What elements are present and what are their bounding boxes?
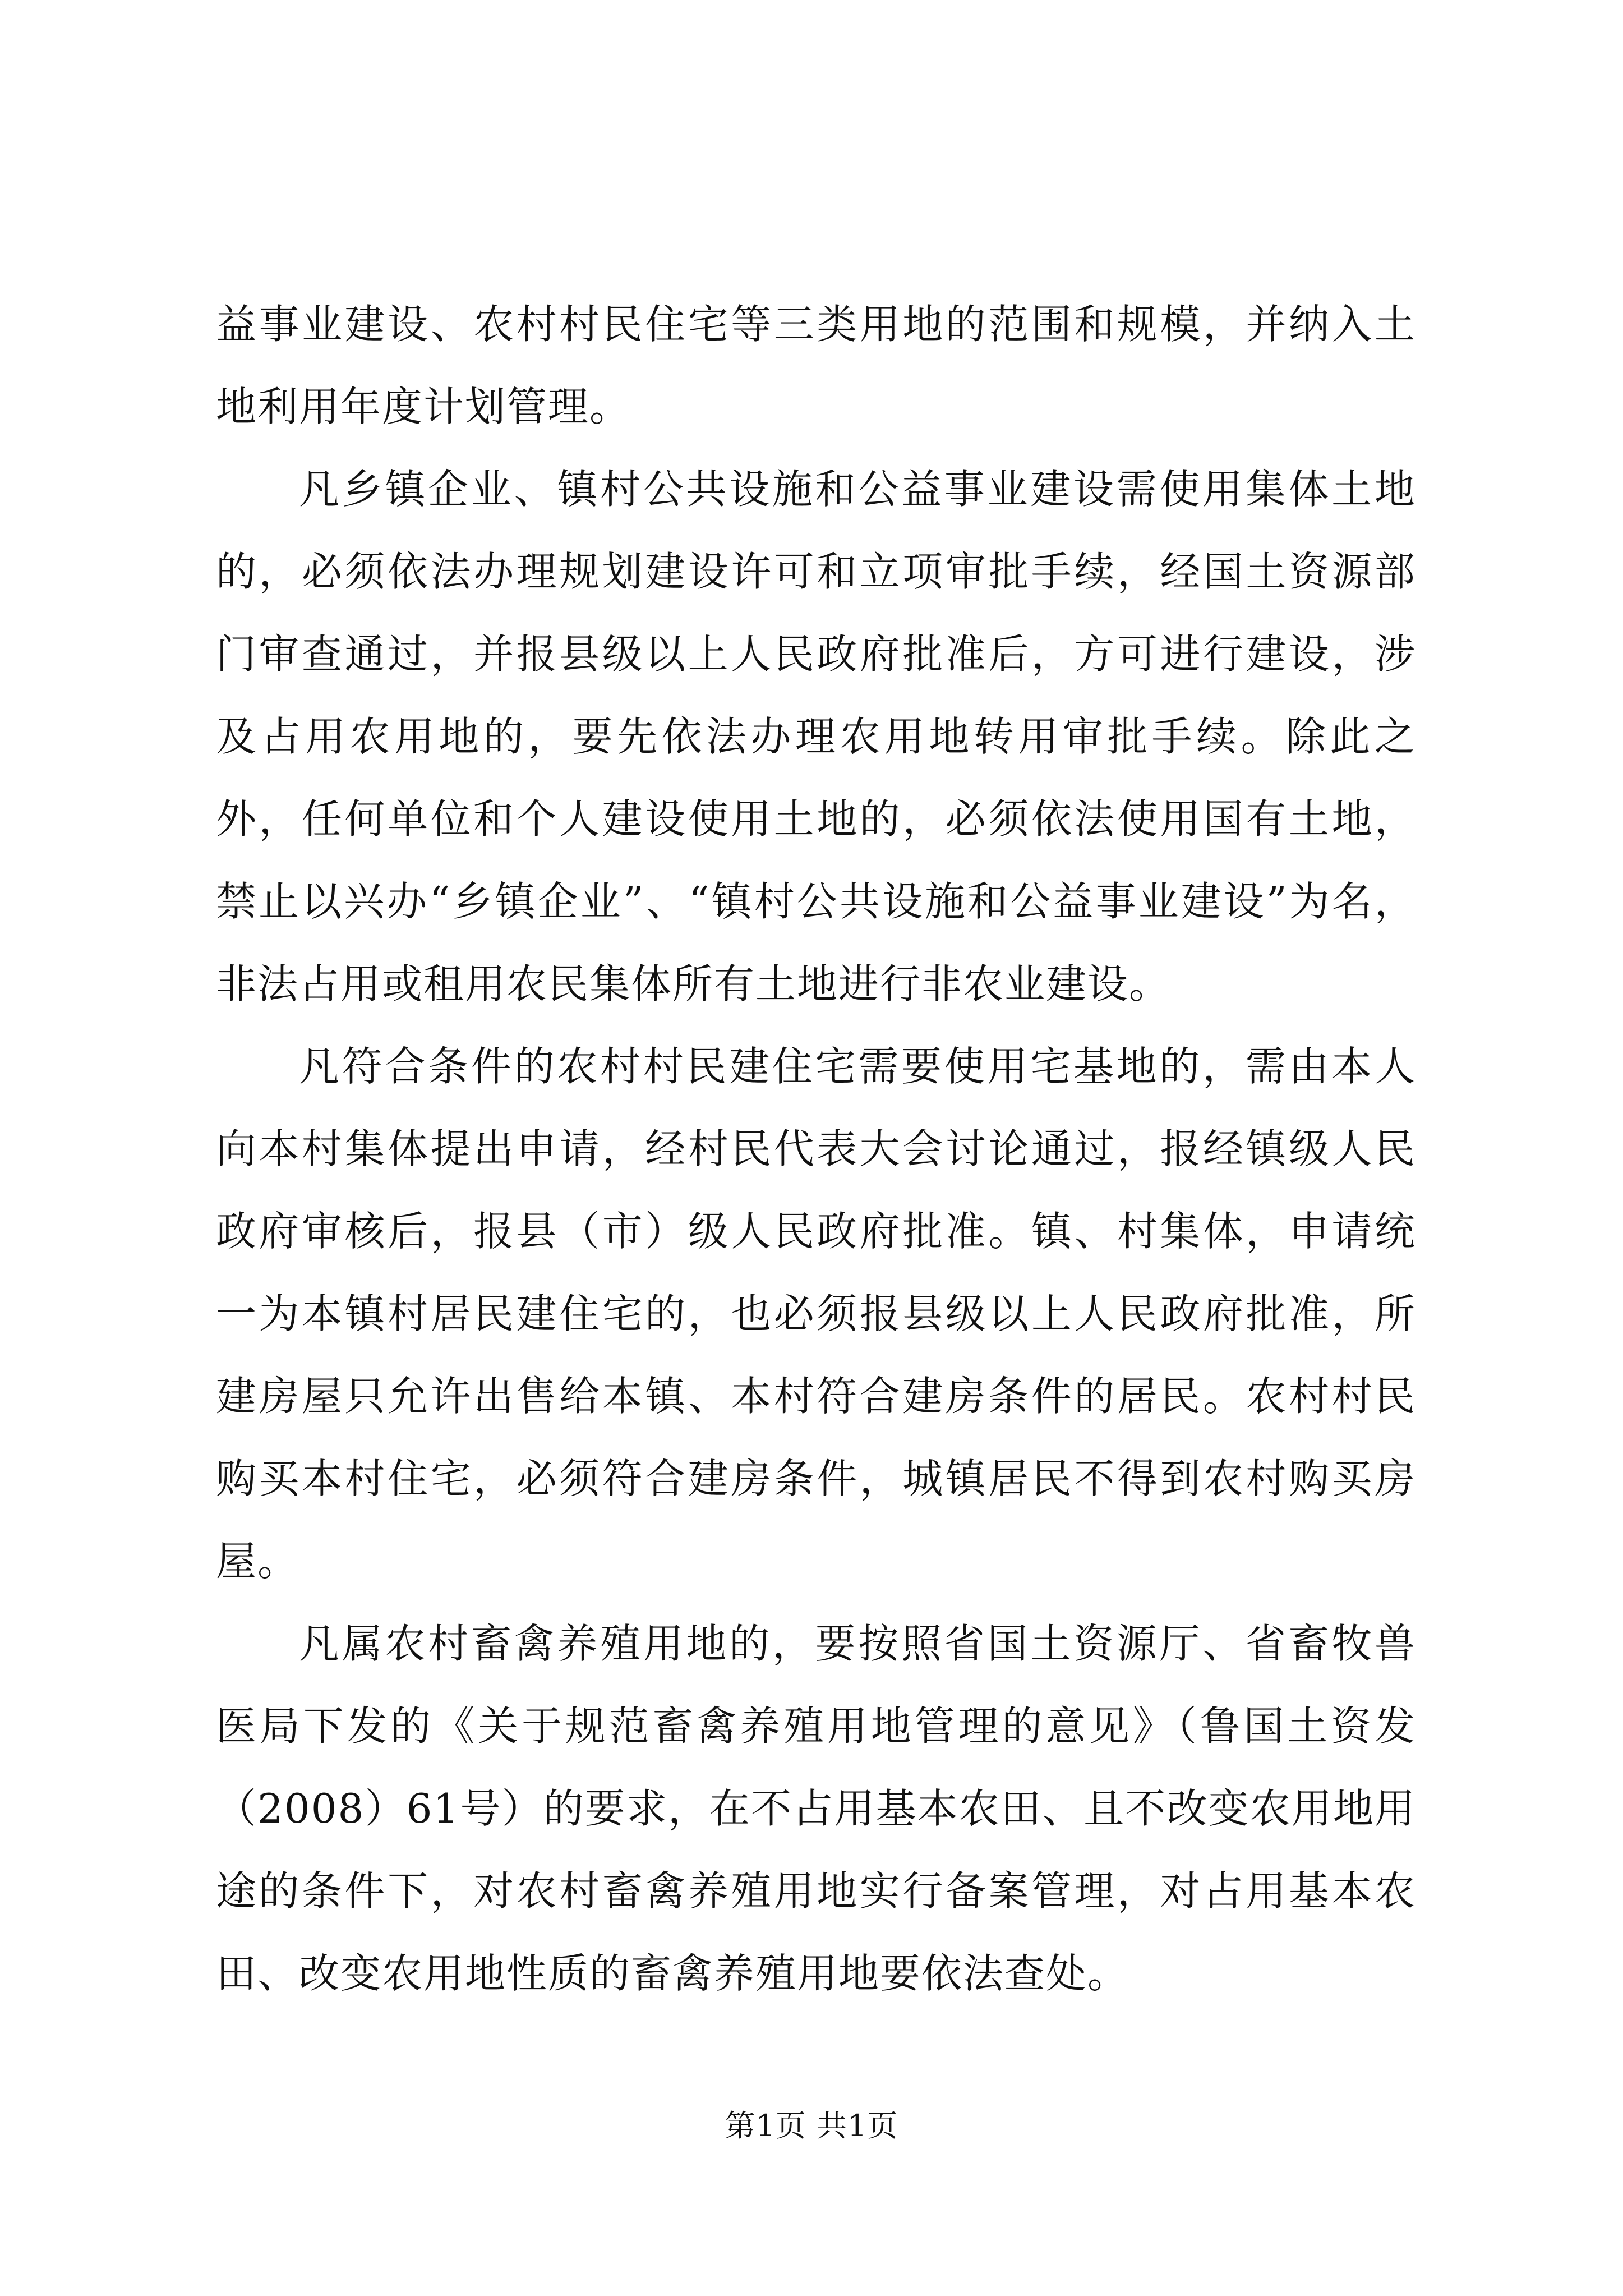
paragraph-homestead: 凡符合条件的农村村民建住宅需要使用宅基地的，需由本人向本村集体提出申请，经村民代表大会讨论通过，报经镇级人民政府审核后，报县（市）级人民政府批准。镇、村集体，申请统一为本镇村居民建住宅的，也必须报县级以上人民政府批准，所建房屋只允许出售给本镇、本村符合建房条件的居民。农村村民购买本村住宅，必须符合建房条件，城镇居民不得到农村购买房屋。 — [216, 1043, 1416, 1585]
document-body — [216, 283, 1416, 2015]
page-number-footer: 第1页 共1页 — [725, 2108, 898, 2143]
paragraph-livestock-land: 凡属农村畜禽养殖用地的，要按照省国土资源厅、省畜牧兽医局下发的《关于规范畜禽养殖用地管理的意见》（鲁国土资发（2008）61号）的要求，在不占用基本农田、且不改变农用地用途的条件下，对农村畜禽养殖用地实行备案管理，对占用基本农田、改变农用地性质的畜禽养殖用地要依法查处。 — [216, 1620, 1416, 1997]
paragraph-continuation: 益事业建设、农村村民住宅等三类用地的范围和规模，并纳入土地利用年度计划管理。 — [216, 301, 1416, 430]
paragraph-township-enterprises: 凡乡镇企业、镇村公共设施和公益事业建设需使用集体土地的，必须依法办理规划建设许可和立项审批手续，经国土资源部门审查通过，并报县级以上人民政府批准后，方可进行建设，涉及占用农用地的，要先依法办理农用地转用审批手续。除此之外，任何单位和个人建设使用土地的，必须依法使用国有土地，禁止以兴办“乡镇企业”、“镇村公共设施和公益事业建设”为名，非法占用或租用农民集体所有土地进行非农业建设。 — [216, 466, 1416, 1007]
